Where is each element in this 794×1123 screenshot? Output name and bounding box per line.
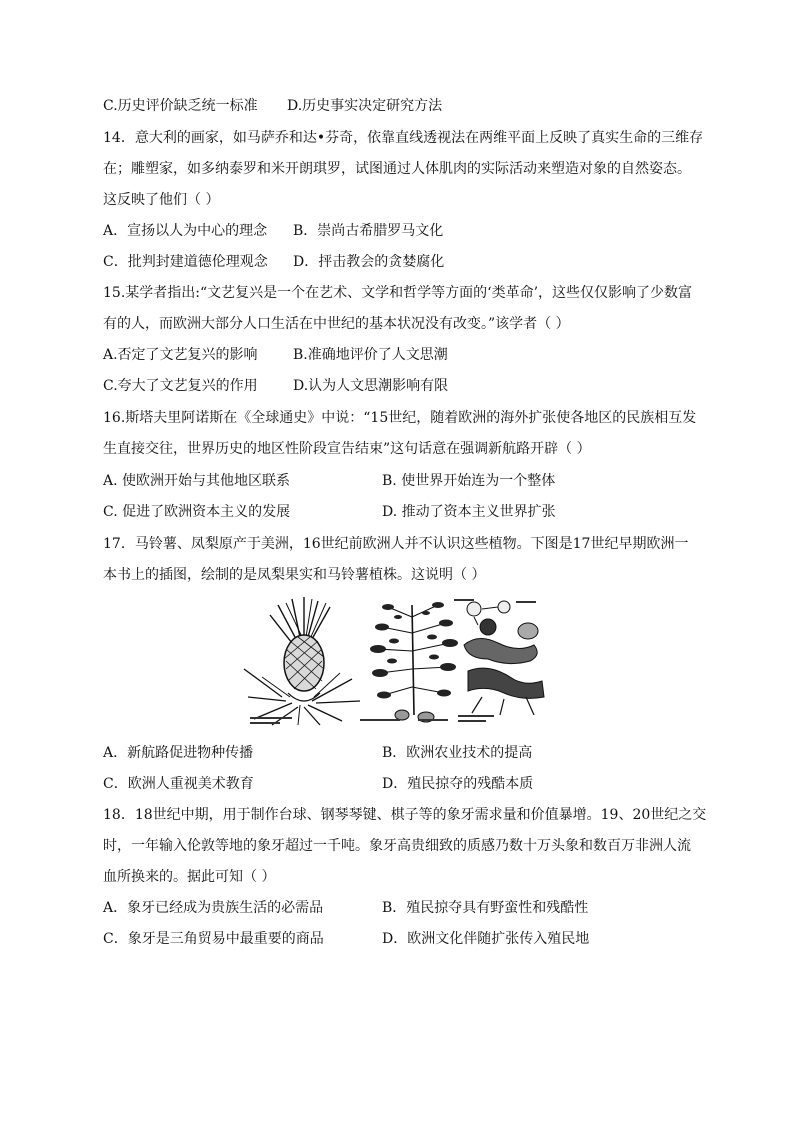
q17-option-d: D．殖民掠夺的残酷本质: [382, 776, 534, 792]
q14-stem-line-1: 14．意大利的画家，如马萨乔和达•芬奇，依靠直线透视法在两维平面上反映了真实生命的三维存: [103, 130, 704, 146]
q18-stem-line-3: 血所换来的。据此可知（ ）: [103, 869, 276, 885]
q18-stem-line-1: 18．18世纪中期，用于制作台球、钢琴琴键、棋子等的象牙需求量和价值暴增。19、20世纪之交: [103, 807, 707, 823]
q17-option-c: C．欧洲人重视美术教育: [103, 776, 254, 792]
q18-option-b: B．殖民掠夺具有野蛮性和残酷性: [382, 900, 589, 916]
q14-stem-line-2: 在；雕塑家，如多纳泰罗和米开朗琪罗，试图通过人体肌肉的实际活动来塑造对象的自然姿态。: [103, 161, 691, 177]
q15-option-d: D.认为人文思潮影响有限: [293, 378, 449, 394]
q17-stem-line-2: 本书上的插图，绘制的是凤梨果实和马铃薯植株。这说明（ ）: [103, 567, 486, 583]
q17-stem-line-1: 17．马铃薯、凤梨原产于美洲，16世纪前欧洲人并不认识这些植物。下图是17世纪早期欧洲一: [103, 536, 689, 552]
pineapple-potato-illustration: [242, 597, 546, 727]
q14-option-a: A．宣扬以人为中心的理念: [103, 223, 268, 239]
q14-stem-line-3: 这反映了他们（ ）: [103, 192, 220, 208]
q14-option-b: B．崇尚古希腊罗马文化: [293, 223, 444, 239]
q17-option-a: A．新航路促进物种传播: [103, 745, 254, 761]
q16-option-d: D. 推动了资本主义世界扩张: [382, 504, 556, 520]
q16-stem-line-1: 16.斯塔夫里阿诺斯在《全球通史》中说：“15世纪，随着欧洲的海外扩张使各地区的民族相互发: [103, 410, 697, 426]
q13-option-c: C.历史评价缺乏统一标准: [103, 98, 258, 114]
q15-stem-line-1: 15.某学者指出:“文艺复兴是一个在艺术、文学和哲学等方面的‘类革命’，这些仅仅影响了少数富: [103, 285, 693, 301]
q13-option-d: D.历史事实决定研究方法: [287, 98, 443, 114]
q16-option-c: C. 促进了欧洲资本主义的发展: [103, 504, 291, 520]
q15-option-a: A.否定了文艺复兴的影响: [103, 347, 258, 363]
q16-stem-line-2: 生直接交往，世界历史的地区性阶段宣告结束”这句话意在强调新航路开辟（ ）: [103, 441, 591, 457]
q17-option-b: B．欧洲农业技术的提高: [382, 745, 533, 761]
q18-option-d: D．欧洲文化伴随扩张传入殖民地: [382, 931, 590, 947]
q14-option-c: C．批判封建道德伦理观念: [103, 254, 268, 270]
q18-stem-line-2: 时，一年输入伦敦等地的象牙超过一千吨。象牙高贵细致的质感乃数十万头象和数百万非洲人流: [103, 838, 691, 854]
q16-option-a: A. 使欧洲开始与其他地区联系: [103, 473, 291, 489]
q18-option-c: C．象牙是三角贸易中最重要的商品: [103, 931, 324, 947]
q15-stem-line-2: 有的人，而欧洲大部分人口生活在中世纪的基本状况没有改变。”该学者（ ）: [103, 316, 570, 332]
q15-option-c: C.夸大了文艺复兴的作用: [103, 378, 258, 394]
q18-option-a: A．象牙已经成为贵族生活的必需品: [103, 900, 324, 916]
q15-option-b: B.准确地评价了人文思潮: [293, 347, 448, 363]
q16-option-b: B. 使世界开始连为一个整体: [382, 473, 556, 489]
q14-option-d: D．抨击教会的贪婪腐化: [293, 254, 445, 270]
